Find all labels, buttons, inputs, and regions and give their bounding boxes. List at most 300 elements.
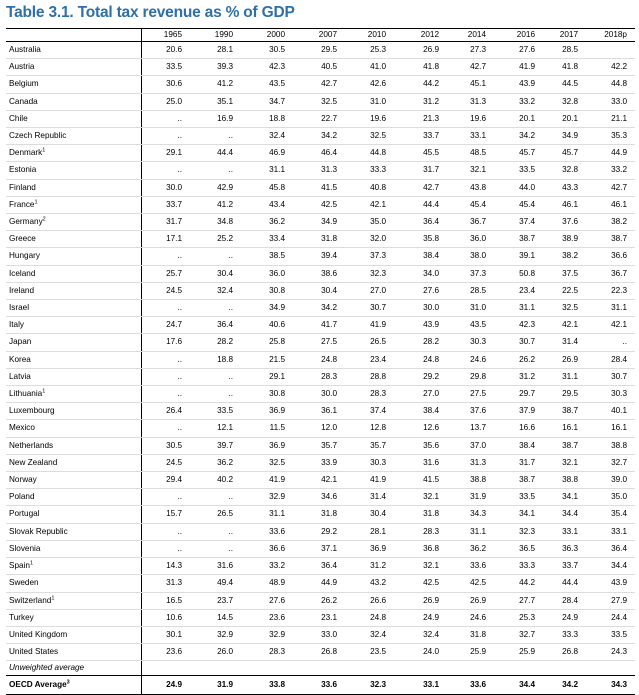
value-cell: 46.1	[543, 196, 586, 213]
value-cell: 38.7	[494, 231, 543, 248]
value-cell: ..	[190, 386, 241, 403]
country-cell	[6, 676, 141, 695]
value-cell: 33.6	[447, 558, 494, 575]
value-cell: 38.8	[543, 472, 586, 489]
country-name: Slovenia	[9, 543, 41, 553]
value-cell: 35.1	[190, 93, 241, 110]
value-cell: 36.3	[543, 540, 586, 557]
value-cell: 31.0	[447, 300, 494, 317]
value-cell: 35.7	[293, 437, 345, 454]
value-cell: 25.9	[494, 644, 543, 661]
value-cell: 16.6	[494, 420, 543, 437]
value-cell: 37.9	[494, 403, 543, 420]
value-cell: 27.6	[241, 592, 293, 609]
value-cell: 33.5	[494, 489, 543, 506]
value-cell: ..	[190, 128, 241, 145]
value-cell: 41.8	[543, 59, 586, 76]
value-cell: 34.9	[293, 214, 345, 231]
average-value-cell: 33.8	[241, 676, 293, 695]
table-row	[6, 93, 635, 110]
value-cell: 30.8	[241, 386, 293, 403]
value-cell: ..	[190, 523, 241, 540]
value-cell: 19.6	[345, 110, 394, 127]
country-name: Latvia	[9, 371, 31, 381]
value-cell: 33.0	[293, 626, 345, 643]
value-cell: 45.7	[543, 145, 586, 162]
value-cell: 36.1	[293, 403, 345, 420]
table-row	[6, 368, 635, 385]
value-cell: ..	[190, 248, 241, 265]
value-cell: 37.6	[447, 403, 494, 420]
table-title: Table 3.1. Total tax revenue as % of GDP	[6, 4, 295, 21]
value-cell: 33.7	[141, 196, 190, 213]
value-cell: 32.1	[394, 558, 447, 575]
value-cell: 37.5	[543, 265, 586, 282]
value-cell: 24.5	[141, 282, 190, 299]
value-cell: 36.4	[190, 317, 241, 334]
column-header: 1965	[141, 29, 190, 42]
country-name: Sweden	[9, 578, 39, 588]
value-cell: ..	[190, 162, 241, 179]
country-cell	[6, 59, 141, 76]
value-cell: 31.1	[447, 523, 494, 540]
country-name: United Kingdom	[9, 629, 68, 639]
unweighted-average-label: Unweighted average	[6, 661, 141, 676]
value-cell: 33.1	[586, 523, 635, 540]
value-cell: 31.8	[394, 506, 447, 523]
value-cell: 37.4	[494, 214, 543, 231]
value-cell: 28.3	[394, 523, 447, 540]
value-cell: 33.9	[293, 454, 345, 471]
value-cell: 41.5	[394, 472, 447, 489]
table-row	[6, 558, 635, 575]
value-cell: 29.1	[241, 368, 293, 385]
value-cell: 26.9	[394, 592, 447, 609]
country-name: Turkey	[9, 612, 34, 622]
value-cell: 33.3	[345, 162, 394, 179]
country-name: Chile	[9, 113, 28, 123]
value-cell: 34.4	[543, 506, 586, 523]
value-cell: 42.7	[586, 179, 635, 196]
value-cell: 46.1	[586, 196, 635, 213]
value-cell: 38.5	[241, 248, 293, 265]
value-cell: 33.3	[494, 558, 543, 575]
value-cell: 32.5	[543, 300, 586, 317]
value-cell: 38.6	[293, 265, 345, 282]
value-cell: ..	[190, 300, 241, 317]
value-cell: 26.8	[543, 644, 586, 661]
value-cell: 36.9	[241, 403, 293, 420]
value-cell: 33.4	[241, 231, 293, 248]
country-cell	[6, 506, 141, 523]
value-cell: 25.3	[345, 42, 394, 59]
value-cell: 34.9	[241, 300, 293, 317]
value-cell: 38.9	[543, 231, 586, 248]
value-cell: 32.8	[543, 93, 586, 110]
country-name: Spain	[9, 561, 30, 571]
average-value-cell: 34.4	[494, 676, 543, 695]
value-cell: 28.8	[345, 368, 394, 385]
value-cell: 31.1	[494, 300, 543, 317]
empty-cell	[293, 661, 345, 676]
value-cell: 38.7	[494, 472, 543, 489]
value-cell: 11.5	[241, 420, 293, 437]
value-cell: 23.6	[141, 644, 190, 661]
value-cell: 37.6	[543, 214, 586, 231]
value-cell: 36.9	[241, 437, 293, 454]
value-cell: 29.5	[543, 386, 586, 403]
value-cell: 50.8	[494, 265, 543, 282]
value-cell: ..	[141, 248, 190, 265]
value-cell: 30.7	[494, 334, 543, 351]
value-cell: 30.4	[293, 282, 345, 299]
value-cell: 33.2	[241, 558, 293, 575]
value-cell: 31.4	[543, 334, 586, 351]
value-cell: 48.5	[447, 145, 494, 162]
value-cell: 45.1	[447, 76, 494, 93]
table-row	[6, 265, 635, 282]
empty-cell	[394, 661, 447, 676]
value-cell: 29.5	[293, 42, 345, 59]
value-cell: 37.0	[447, 437, 494, 454]
value-cell: 37.1	[293, 540, 345, 557]
value-cell: 42.3	[241, 59, 293, 76]
value-cell: 26.9	[543, 351, 586, 368]
value-cell: 17.1	[141, 231, 190, 248]
value-cell: 32.1	[543, 454, 586, 471]
country-name: France	[9, 199, 35, 209]
country-cell	[6, 110, 141, 127]
value-cell: 12.8	[345, 420, 394, 437]
value-cell: 42.1	[293, 472, 345, 489]
value-cell: 43.4	[241, 196, 293, 213]
value-cell: 33.3	[543, 626, 586, 643]
country-name: Netherlands	[9, 440, 54, 450]
value-cell: 38.4	[394, 403, 447, 420]
footnote-marker: 1	[42, 147, 46, 154]
empty-cell	[494, 661, 543, 676]
table-row	[6, 282, 635, 299]
value-cell: 26.4	[141, 403, 190, 420]
value-cell: 32.3	[494, 523, 543, 540]
country-cell	[6, 334, 141, 351]
value-cell: 41.9	[241, 472, 293, 489]
average-value-cell: 33.1	[394, 676, 447, 695]
value-cell: 42.5	[394, 575, 447, 592]
value-cell: 23.6	[241, 609, 293, 626]
value-cell: 26.2	[293, 592, 345, 609]
value-cell: 20.1	[543, 110, 586, 127]
value-cell: 34.2	[494, 128, 543, 145]
value-cell: 23.1	[293, 609, 345, 626]
value-cell: 29.2	[394, 368, 447, 385]
value-cell: 29.7	[494, 386, 543, 403]
value-cell: 36.2	[190, 454, 241, 471]
country-name: Portugal	[9, 509, 40, 519]
country-cell	[6, 540, 141, 557]
country-name: Luxembourg	[9, 406, 55, 416]
average-value-cell: 34.3	[586, 676, 635, 695]
value-cell: 30.0	[394, 300, 447, 317]
country-cell	[6, 609, 141, 626]
value-cell: 36.4	[293, 558, 345, 575]
value-cell: 38.4	[494, 437, 543, 454]
header-country	[6, 29, 141, 42]
value-cell: 34.6	[293, 489, 345, 506]
table-row	[6, 609, 635, 626]
value-cell: 35.7	[345, 437, 394, 454]
value-cell: 36.6	[241, 540, 293, 557]
value-cell: 37.3	[447, 265, 494, 282]
value-cell: 42.2	[586, 59, 635, 76]
country-cell	[6, 300, 141, 317]
country-cell	[6, 420, 141, 437]
value-cell: 32.5	[241, 454, 293, 471]
table-row	[6, 128, 635, 145]
country-cell	[6, 523, 141, 540]
value-cell: 28.1	[190, 42, 241, 59]
value-cell: ..	[141, 110, 190, 127]
value-cell: 30.5	[141, 437, 190, 454]
value-cell: 31.2	[494, 368, 543, 385]
country-cell	[6, 265, 141, 282]
country-cell	[6, 403, 141, 420]
table-row	[6, 437, 635, 454]
value-cell: 31.8	[447, 626, 494, 643]
average-value-cell: 34.2	[543, 676, 586, 695]
value-cell: 39.1	[494, 248, 543, 265]
value-cell: 20.1	[494, 110, 543, 127]
country-name: Czech Republic	[9, 131, 67, 141]
value-cell: 24.9	[543, 609, 586, 626]
value-cell: 34.4	[586, 558, 635, 575]
value-cell: 35.8	[394, 231, 447, 248]
value-cell: 39.7	[190, 437, 241, 454]
value-cell: 24.4	[586, 609, 635, 626]
header-row	[6, 29, 635, 42]
value-cell: 15.7	[141, 506, 190, 523]
value-cell: 27.5	[293, 334, 345, 351]
value-cell: 43.9	[494, 76, 543, 93]
table-row	[6, 420, 635, 437]
table-row	[6, 626, 635, 643]
value-cell: 31.7	[141, 214, 190, 231]
value-cell: 43.9	[586, 575, 635, 592]
value-cell: 31.9	[447, 489, 494, 506]
value-cell: 34.1	[543, 489, 586, 506]
value-cell: 33.0	[586, 93, 635, 110]
value-cell: 29.2	[293, 523, 345, 540]
value-cell: 31.7	[394, 162, 447, 179]
value-cell: ..	[190, 489, 241, 506]
value-cell: 31.4	[345, 489, 394, 506]
value-cell: 35.0	[586, 489, 635, 506]
value-cell: 32.4	[190, 282, 241, 299]
value-cell: 19.6	[447, 110, 494, 127]
value-cell: 44.5	[543, 76, 586, 93]
country-cell	[6, 472, 141, 489]
value-cell: 24.3	[586, 644, 635, 661]
value-cell: 14.3	[141, 558, 190, 575]
country-name: Germany	[9, 217, 43, 227]
value-cell: 31.1	[241, 162, 293, 179]
value-cell: 40.8	[345, 179, 394, 196]
table-row	[6, 592, 635, 609]
empty-cell	[141, 661, 190, 676]
country-name: Iceland	[9, 268, 36, 278]
value-cell: 43.5	[447, 317, 494, 334]
value-cell: 36.7	[586, 265, 635, 282]
value-cell: 30.0	[141, 179, 190, 196]
value-cell: 44.4	[543, 575, 586, 592]
value-cell: 45.4	[447, 196, 494, 213]
value-cell: 13.7	[447, 420, 494, 437]
value-cell: 28.5	[543, 42, 586, 59]
footnote-marker: 1	[51, 594, 55, 601]
country-name: Ireland	[9, 285, 35, 295]
table-row	[6, 300, 635, 317]
value-cell: 31.2	[345, 558, 394, 575]
value-cell: 32.4	[241, 128, 293, 145]
value-cell: 31.6	[190, 558, 241, 575]
value-cell: 36.5	[494, 540, 543, 557]
table-row	[6, 334, 635, 351]
country-name: Hungary	[9, 251, 40, 261]
value-cell: 26.2	[494, 351, 543, 368]
value-cell: 41.8	[394, 59, 447, 76]
value-cell: 34.0	[394, 265, 447, 282]
value-cell: 49.4	[190, 575, 241, 592]
value-cell: 21.5	[241, 351, 293, 368]
value-cell: 45.8	[241, 179, 293, 196]
country-cell	[6, 231, 141, 248]
table-row	[6, 351, 635, 368]
value-cell: 28.2	[190, 334, 241, 351]
table-row	[6, 42, 635, 59]
value-cell: 38.8	[447, 472, 494, 489]
country-cell	[6, 42, 141, 59]
value-cell: 39.0	[586, 472, 635, 489]
value-cell: 12.6	[394, 420, 447, 437]
value-cell: 32.9	[241, 626, 293, 643]
value-cell: 24.7	[141, 317, 190, 334]
value-cell: 43.2	[345, 575, 394, 592]
value-cell: ..	[141, 489, 190, 506]
column-header: 2017	[543, 29, 586, 42]
value-cell: 36.9	[345, 540, 394, 557]
value-cell: 25.8	[241, 334, 293, 351]
value-cell: ..	[190, 368, 241, 385]
value-cell: 24.6	[447, 351, 494, 368]
value-cell: 42.7	[293, 76, 345, 93]
value-cell: 31.1	[543, 368, 586, 385]
country-cell	[6, 196, 141, 213]
value-cell: 23.5	[345, 644, 394, 661]
table-row	[6, 145, 635, 162]
value-cell: 31.0	[345, 93, 394, 110]
value-cell: 34.9	[543, 128, 586, 145]
value-cell: 30.4	[345, 506, 394, 523]
value-cell: 24.8	[394, 351, 447, 368]
value-cell: 44.8	[586, 76, 635, 93]
value-cell: 32.4	[394, 626, 447, 643]
value-cell: 44.0	[494, 179, 543, 196]
value-cell: 44.9	[293, 575, 345, 592]
country-name: Switzerland	[9, 595, 52, 605]
value-cell: 30.0	[293, 386, 345, 403]
value-cell: 30.4	[190, 265, 241, 282]
value-cell: 28.1	[345, 523, 394, 540]
value-cell: 30.5	[241, 42, 293, 59]
value-cell: 42.6	[345, 76, 394, 93]
value-cell: 44.8	[345, 145, 394, 162]
value-cell: 43.3	[543, 179, 586, 196]
column-header: 2007	[293, 29, 345, 42]
value-cell: 42.1	[543, 317, 586, 334]
country-cell	[6, 282, 141, 299]
country-cell	[6, 386, 141, 403]
value-cell: 18.8	[190, 351, 241, 368]
value-cell: 40.2	[190, 472, 241, 489]
value-cell: 43.5	[241, 76, 293, 93]
average-value-cell: 33.6	[447, 676, 494, 695]
column-header: 2000	[241, 29, 293, 42]
value-cell: ..	[141, 351, 190, 368]
country-name: Australia	[9, 45, 41, 54]
table-row	[6, 196, 635, 213]
country-cell	[6, 454, 141, 471]
country-cell	[6, 162, 141, 179]
country-name: Austria	[9, 62, 35, 72]
value-cell: 33.7	[543, 558, 586, 575]
value-cell: 27.7	[494, 592, 543, 609]
value-cell: 26.0	[190, 644, 241, 661]
country-name: Israel	[9, 303, 30, 313]
value-cell: 24.6	[447, 609, 494, 626]
country-cell	[6, 644, 141, 661]
value-cell: ..	[141, 128, 190, 145]
value-cell: 32.9	[190, 626, 241, 643]
value-cell: 32.7	[586, 454, 635, 471]
value-cell: 42.5	[447, 575, 494, 592]
value-cell: 44.2	[394, 76, 447, 93]
column-header: 1990	[190, 29, 241, 42]
value-cell: 37.3	[345, 248, 394, 265]
value-cell: 31.1	[586, 300, 635, 317]
value-cell: 27.5	[447, 386, 494, 403]
value-cell: 22.3	[586, 282, 635, 299]
value-cell: 29.1	[141, 145, 190, 162]
country-name: Greece	[9, 234, 36, 244]
value-cell: 33.1	[543, 523, 586, 540]
value-cell: 23.7	[190, 592, 241, 609]
country-cell	[6, 317, 141, 334]
value-cell: 35.0	[345, 214, 394, 231]
table-row	[6, 231, 635, 248]
value-cell: 24.8	[293, 351, 345, 368]
value-cell: 32.0	[345, 231, 394, 248]
value-cell: 40.6	[241, 317, 293, 334]
value-cell: 42.1	[586, 317, 635, 334]
value-cell: 45.4	[494, 196, 543, 213]
value-cell: 46.9	[241, 145, 293, 162]
value-cell: 33.5	[190, 403, 241, 420]
value-cell: 41.9	[345, 317, 394, 334]
value-cell: 34.8	[190, 214, 241, 231]
value-cell: 28.2	[394, 334, 447, 351]
country-name: Finland	[9, 182, 36, 192]
value-cell: 32.9	[241, 489, 293, 506]
